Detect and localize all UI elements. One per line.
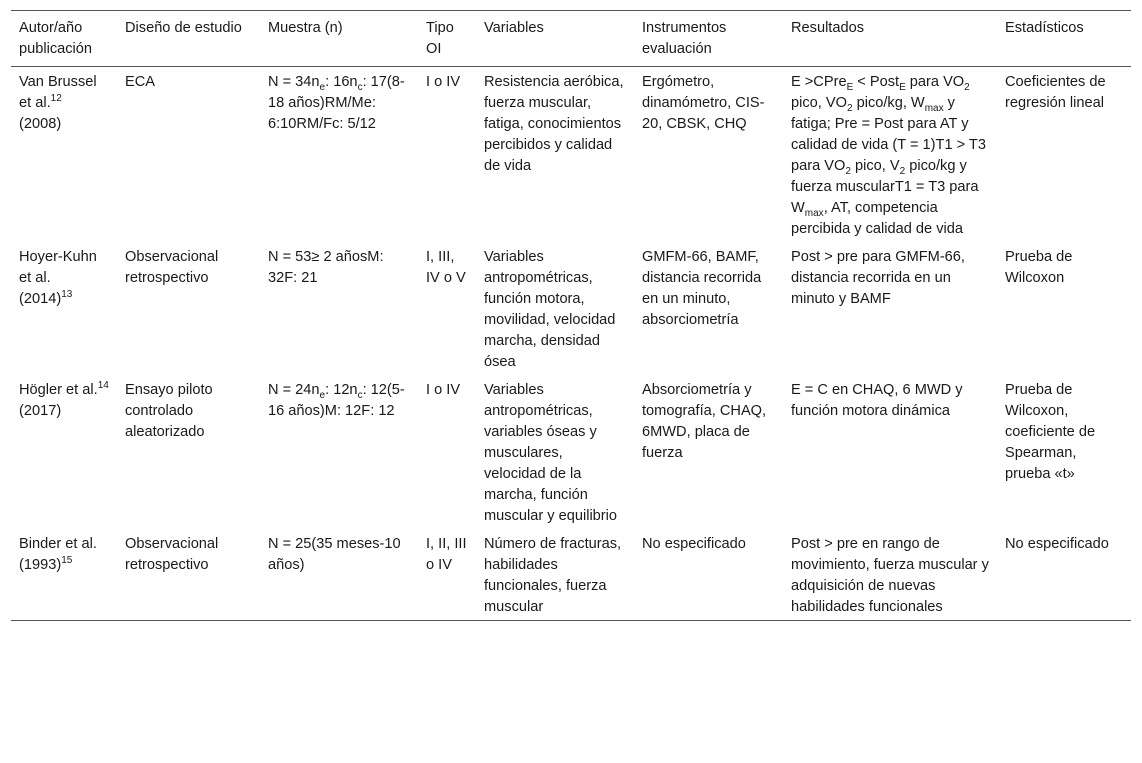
table-row [11,529,1131,621]
cell-author: Binder et al. $(1993)^{15}$ [19,536,97,573]
cell-results: E = C en CHAQ, 6 MWD y función motora dinámica [791,382,963,419]
header-row [11,11,1131,67]
header-instruments: Instrumentos evaluación [642,20,727,57]
cell-statistics: Prueba de Wilcoxon [1005,249,1073,286]
cell-oi-type: I, III, IV o V [426,249,466,286]
cell-sample: $N = 24n_e$: $12n_c$: 12(5-16 años)M: 12F: 12 [268,382,405,419]
cell-variables: Número de fracturas, habilidades funcionales, fuerza muscular [484,536,622,615]
cell-author: Van Brussel et al.$^{12}$ (2008) [19,74,97,132]
cell-sample: N = 53≥ 2 añosM: 32F: 21 [268,249,384,286]
cell-statistics: Coeficientes de regresión lineal [1005,74,1106,111]
cell-statistics: Prueba de Wilcoxon, coeficiente de Spearman, prueba «t» [1005,382,1096,482]
cell-sample: N = 25(35 meses-10 años) [268,536,401,573]
cell-design: ECA [125,74,156,90]
cell-variables: Resistencia aeróbica, fuerza muscular, fatiga, conocimientos percibidos y calidad de vida [484,74,624,174]
header-design: Diseño de estudio [125,20,242,36]
study-table [11,10,1131,621]
header-results: Resultados [791,20,865,36]
cell-author: Hoyer-Kuhn et al. $(2014)^{13}$ [19,249,97,307]
header-variables: Variables [484,20,544,36]
reference-number: 13 [61,289,73,301]
table-row [11,67,1131,243]
table-row [11,375,1131,529]
cell-design: Observacional retrospectivo [125,249,219,286]
header-oi-type: Tipo OI [426,20,454,57]
cell-sample: $N = 34n_e$: $16n_c$: 17(8-18 años)RM/Me: 6:10RM/Fc: 5/12 [268,74,405,132]
cell-author: Högler et al.$^{14}$ (2017) [19,380,109,419]
cell-results: Post > pre para GMFM-66, distancia recorrida en un minuto y BAMF [791,249,965,307]
cell-results: E >CPre$_E$ < Post$_E$ para $VO_2$ pico, $VO_2$ pico/kg, $W_{max}$ y fatiga; Pre = Post para AT y calidad de vida (T = 1)T1 > T3 para $VO_2$ pico, $V_2$ pico/kg y fuerza muscularT1 = T3 para $W_{max}$, AT, competencia percibida y calidad de vida [791,74,986,237]
cell-oi-type: I o IV [426,382,461,398]
cell-variables: Variables antropométricas, variables óseas y musculares, velocidad de la marcha, función muscular y equilibrio [484,382,618,524]
reference-number: 14 [97,380,109,392]
cell-instruments: Ergómetro, dinamómetro, CIS-20, CBSK, CHQ [642,74,765,132]
table-row [11,242,1131,375]
cell-oi-type: I o IV [426,74,461,90]
header-sample: Muestra (n) [268,20,343,36]
reference-number: 15 [61,555,73,567]
cell-oi-type: I, II, III o IV [426,536,467,573]
cell-statistics: No especificado [1005,536,1109,552]
cell-results: Post > pre en rango de movimiento, fuerza muscular y adquisición de nuevas habilidades funcionales [791,536,989,615]
cell-instruments: Absorciometría y tomografía, CHAQ, 6MWD, placa de fuerza [642,382,767,461]
header-statistics: Estadísticos [1005,20,1084,36]
cell-instruments: GMFM-66, BAMF, distancia recorrida en un minuto, absorciometría [642,249,762,328]
cell-design: Ensayo piloto controlado aleatorizado [125,382,213,440]
cell-instruments: No especificado [642,536,746,552]
cell-design: Observacional retrospectivo [125,536,219,573]
reference-number: 12 [50,93,62,105]
header-author: Autor/año publicación [19,20,93,57]
cell-variables: Variables antropométricas, función motora, movilidad, velocidad marcha, densidad ósea [484,249,616,370]
